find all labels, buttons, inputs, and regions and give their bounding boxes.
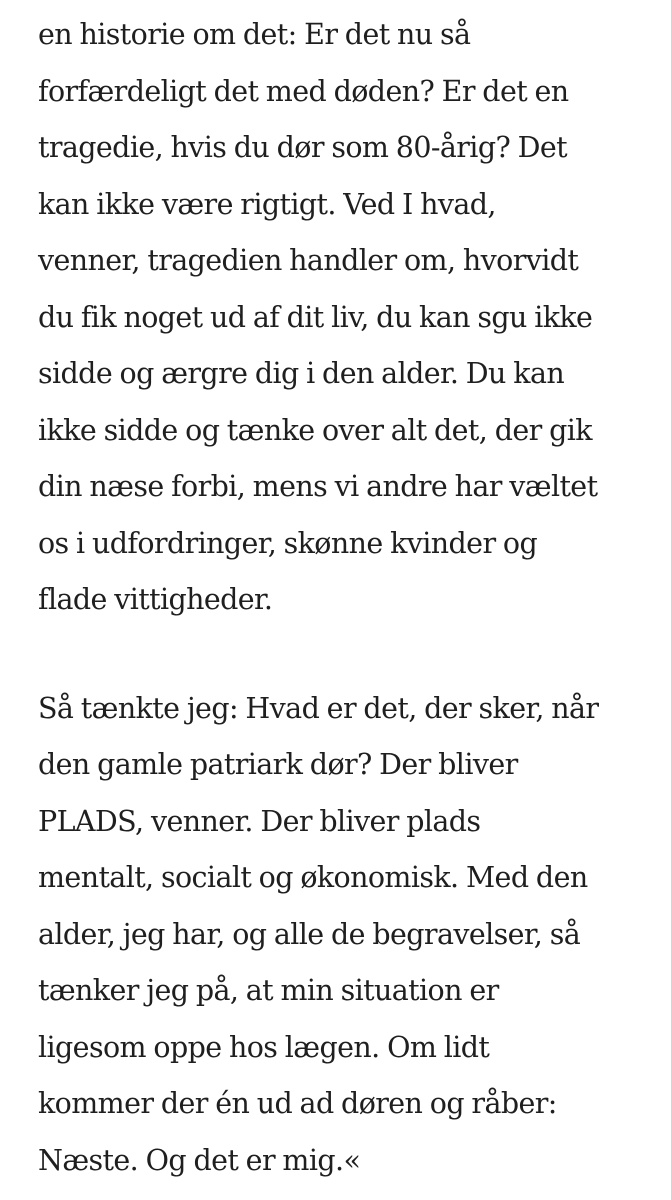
text-line: kan ikke være rigtigt. Ved I hvad, [38, 187, 496, 221]
text-line: Næste. Og det er mig.« [38, 1143, 361, 1177]
paragraph-2 [38, 681, 638, 1190]
text-line: os i udfordringer, skønne kvinder og [38, 526, 538, 560]
text-line: din næse forbi, mens vi andre har væltet [38, 470, 598, 503]
text-line: alder, jeg har, og alle de begravelser, så [38, 917, 581, 951]
text-line: PLADS, venner. Der bliver plads [38, 804, 481, 838]
text-line: flade vittigheder. [38, 583, 273, 616]
text-line: den gamle patriark dør? Der bliver [38, 748, 518, 781]
text-line: tragedie, hvis du dør som 80-årig? Det [38, 131, 567, 164]
text-line: forfærdeligt det med døden? Er det en [38, 74, 569, 108]
text-line: Så tænkte jeg: Hvad er det, der sker, når [38, 691, 599, 725]
text-line: sidde og ærgre dig i den alder. Du kan [38, 357, 565, 390]
article-body [38, 0, 638, 1189]
text-line: kommer der én ud ad døren og råber: [38, 1087, 557, 1120]
text-line: du fik noget ud af dit liv, du kan sgu ikke [38, 300, 593, 334]
paragraph-1 [38, 0, 638, 629]
text-line: ligesom oppe hos lægen. Om lidt [38, 1030, 490, 1064]
text-line: mentalt, socialt og økonomisk. Med den [38, 861, 588, 894]
text-line: ikke sidde og tænke over alt det, der gik [38, 413, 592, 447]
text-line: tænker jeg på, at min situation er [38, 974, 499, 1007]
text-line: venner, tragedien handler om, hvorvidt [38, 244, 579, 277]
text-line: en historie om det: Er det nu så [38, 18, 471, 51]
